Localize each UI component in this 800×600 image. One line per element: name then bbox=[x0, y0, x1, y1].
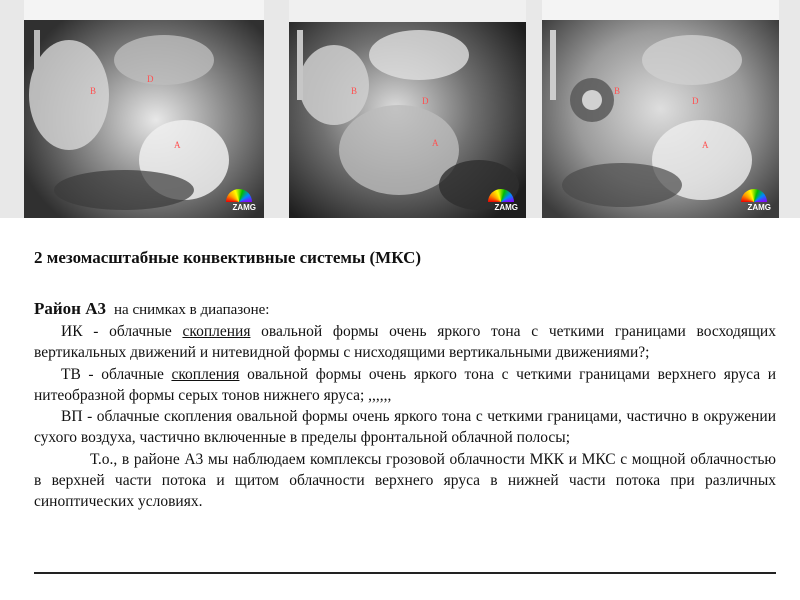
ik-underlined-term: скопления bbox=[182, 323, 251, 340]
description-body bbox=[34, 321, 776, 513]
satellite-image-ir bbox=[24, 0, 264, 218]
region-label-a: A bbox=[702, 140, 709, 150]
conclusion-paragraph: Т.о., в районе А3 мы наблюдаем комплексы грозовой облачности МКК и МКС с мощной облачностью в верхней части потока и щитом облачности верхнего яруса в нижней части потока при различных синоптических условиях. bbox=[34, 450, 776, 511]
region-heading bbox=[34, 299, 776, 319]
satellite-image-vis bbox=[289, 0, 526, 218]
tv-underlined-term: скопления bbox=[171, 365, 240, 383]
region-label-a: A bbox=[432, 138, 439, 148]
tv-paragraph: ТВ - облачные скопления овальной формы очень яркого тона с четкими границами верхнего яруса и нитеобразной формы серых тонов нижнего яруса; ,,,,,, bbox=[34, 365, 776, 404]
zamg-logo-text: ZAMG bbox=[747, 203, 771, 212]
zamg-logo-text: ZAMG bbox=[232, 203, 256, 212]
region-label-d: D bbox=[422, 96, 429, 106]
region-title: Район А3 bbox=[34, 299, 107, 318]
vp-paragraph: ВП - облачные скопления овальной формы очень яркого тона с четкими границами, частично в окружении сухого воздуха, частично включенные в пределы фронтальной облачной полосы; bbox=[34, 408, 776, 447]
region-label-b: B bbox=[90, 86, 97, 96]
bottom-divider bbox=[34, 572, 776, 574]
region-label-d: D bbox=[147, 74, 154, 84]
zamg-logo-text: ZAMG bbox=[494, 203, 518, 212]
section-heading: 2 мезомасштабные конвективные системы (МКС) bbox=[34, 248, 422, 267]
region-note: на снимках в диапазоне: bbox=[114, 302, 270, 318]
ik-paragraph: ИК - облачные скопления овальной формы очень яркого тона с четкими границами восходящих вертикальных движений и нитевидной формы с нисходящими вертикальными движениями?; bbox=[34, 323, 776, 362]
region-label-b: B bbox=[351, 86, 358, 96]
satellite-image-strip bbox=[0, 0, 800, 218]
region-label-b: B bbox=[614, 86, 621, 96]
region-label-a: A bbox=[174, 140, 181, 150]
region-label-d: D bbox=[692, 96, 699, 106]
satellite-image-wv bbox=[542, 0, 779, 218]
